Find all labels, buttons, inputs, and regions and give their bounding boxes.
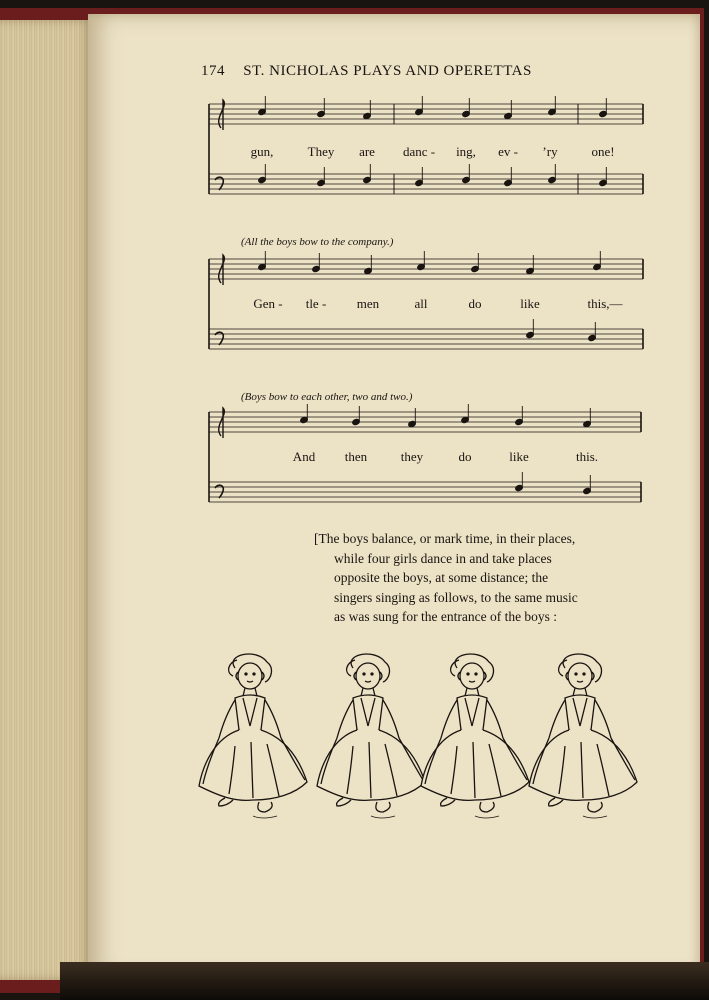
lyric: men	[356, 296, 380, 311]
dancing-girl-4	[529, 654, 637, 818]
lyric: ev -	[498, 144, 518, 159]
dancing-girls-illustration	[195, 640, 655, 825]
dancing-girl-3	[421, 654, 529, 818]
lyric: They	[307, 144, 335, 159]
treble-clef-icon	[219, 255, 225, 285]
lyric: one!	[591, 144, 615, 159]
stage-direction: (Boys bow to each other, two and two.)	[241, 391, 413, 403]
lyric: do	[458, 449, 472, 464]
page-number: 174	[201, 63, 225, 79]
treble-clef-icon	[219, 100, 225, 130]
lyric: this.	[575, 449, 599, 464]
header-title: ST. NICHOLAS PLAYS AND OPERETTAS	[243, 63, 532, 79]
treble-clef-icon	[219, 408, 225, 438]
lyric: gun,	[250, 144, 274, 159]
lyric: then	[344, 449, 368, 464]
lyric: And	[292, 449, 316, 464]
lyric: do	[468, 296, 482, 311]
dancing-girl-1	[199, 654, 307, 818]
lyric: Gen -	[253, 296, 283, 311]
paragraph-line: [The boys balance, or mark time, in their places,	[314, 531, 576, 546]
stage-paragraph	[314, 529, 644, 627]
lyric: this,—	[587, 296, 623, 311]
paragraph-line: as was sung for the entrance of the boys :	[334, 609, 558, 624]
paragraph-line: while four girls dance in and take places	[334, 550, 552, 566]
stage-direction: (All the boys bow to the company.)	[241, 236, 394, 248]
lyric: all	[414, 296, 428, 311]
lyric: they	[400, 449, 424, 464]
paragraph-line: singers singing as follows, to the same music	[334, 589, 578, 605]
lyric: ing,	[456, 144, 476, 159]
lyric: danc -	[402, 144, 436, 159]
dancing-girl-2	[317, 654, 425, 818]
lyric: tle -	[305, 296, 327, 311]
lyric: ’ry	[542, 144, 558, 159]
lyric: like	[509, 449, 529, 464]
lyric: like	[520, 296, 540, 311]
paragraph-line: opposite the boys, at some distance; the	[334, 570, 549, 585]
lyric: are	[359, 144, 375, 159]
